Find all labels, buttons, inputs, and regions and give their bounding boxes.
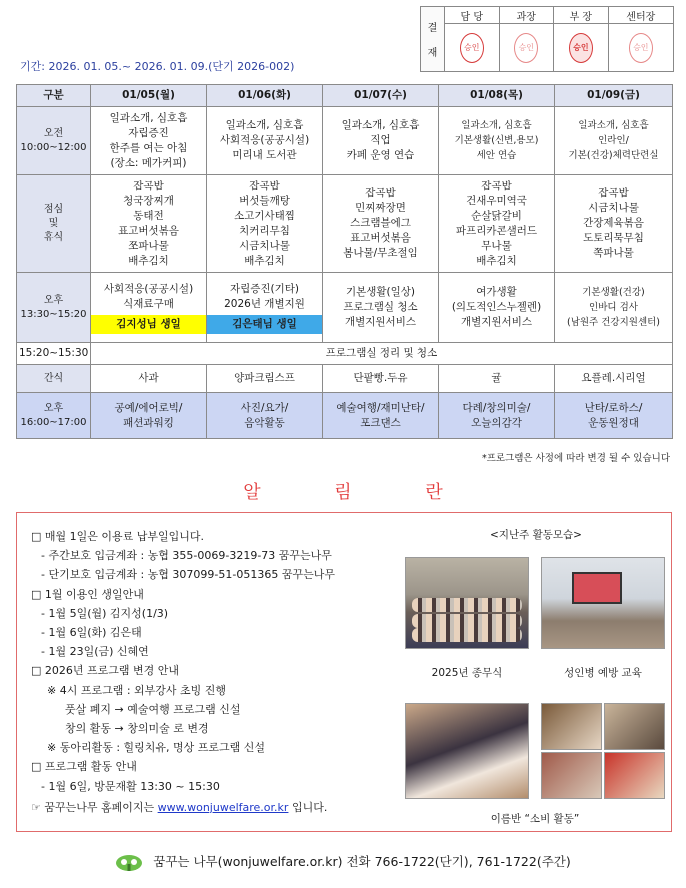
- role-center-head: 센터장: [608, 7, 673, 24]
- afternoon-label: 오후 13:30~15:20: [17, 273, 91, 343]
- footer-contact: 꿈꾸는 나무(wonjuwelfare.or.kr) 전화 766-1722(단기), 761-1722(주간): [153, 854, 571, 869]
- lunch-menu-fri: 잡곡밥 시금치나물 간장제육볶음 도토리묵무침 쪽파나물: [555, 175, 673, 273]
- header-category: 구분: [17, 85, 91, 107]
- homepage-link[interactable]: www.wonjuwelfare.or.kr: [157, 800, 289, 814]
- weekly-schedule-table: [16, 84, 673, 439]
- morning-row: [17, 107, 673, 175]
- header-row: [17, 85, 673, 107]
- notice-heading: □ 매월 1일은 이용료 납부일입니다.: [31, 530, 205, 543]
- role-director: 부 장: [554, 7, 609, 24]
- late-cell-thu: 다례/창의미술/ 오늘의감각: [439, 393, 555, 439]
- schedule-note: *프로그램은 사정에 따라 변경 될 수 있습니다: [481, 453, 670, 464]
- late-afternoon-row: [17, 393, 673, 439]
- seal-stamp: 승인: [514, 33, 538, 63]
- lunch-menu-mon: 잡곡밥 청국장찌개 동태전 표고버섯볶음 쪼파나물 배추김치: [91, 175, 207, 273]
- lunch-row: [17, 175, 673, 273]
- snack-thu: 귤: [439, 365, 555, 393]
- lunch-menu-thu: 잡곡밥 건새우미역국 순살닭갈비 파프리카콘샐러드 무나물 배추김치: [439, 175, 555, 273]
- lunch-menu-wed: 잡곡밥 민찌짜장면 스크램블에그 표고버섯볶음 봄나물/무초절임: [323, 175, 439, 273]
- activity-photos: [405, 519, 667, 829]
- morning-cell-tue: 일과소개, 심호흡 사회적응(공공시설) 미리내 도서관: [207, 107, 323, 175]
- header-thursday: 01/08(목): [439, 85, 555, 107]
- photo-year-end-party: [405, 557, 529, 649]
- morning-label: 오전 10:00~12:00: [17, 107, 91, 175]
- morning-cell-wed: 일과소개, 심호흡 직업 카페 운영 연습: [323, 107, 439, 175]
- afternoon-cell-tue: 자립증진(기타) 2026년 개별지원 김은태님 생일: [207, 273, 323, 343]
- snack-tue: 양파크림스프: [207, 365, 323, 393]
- role-staff: 담 당: [445, 7, 500, 24]
- schedule-period: 기간: 2026. 01. 05.~ 2026. 01. 09.(단기 2026-002): [20, 60, 295, 73]
- morning-cell-thu: 일과소개, 심호흡 기본생활(신변,용모) 세안 연습: [439, 107, 555, 175]
- morning-cell-mon: 일과소개, 심호흡 자립증진 한주를 여는 아침 (장소: 메가커피): [91, 107, 207, 175]
- approval-label: 결 재: [421, 7, 445, 72]
- tree-logo-icon: [115, 854, 143, 872]
- snack-label: 간식: [17, 365, 91, 393]
- morning-cell-fri: 일과소개, 심호흡 인라인/ 기본(건강)체력단련실: [555, 107, 673, 175]
- homepage-line: ☞ 꿈꾸는나무 홈페이지는 www.wonjuwelfare.or.kr 입니다.: [31, 800, 328, 814]
- notice-line: - 1월 23일(금) 신혜연: [41, 645, 149, 659]
- role-section-chief: 과장: [499, 7, 554, 24]
- notice-line: ※ 동아리활동 : 힐링치유, 명상 프로그램 신설: [47, 741, 266, 755]
- late-cell-mon: 공예/에어로빅/ 패션과워킹: [91, 393, 207, 439]
- late-cell-tue: 사진/요가/ 음악활동: [207, 393, 323, 439]
- afternoon-cell-wed: 기본생활(일상) 프로그램실 청소 개별지원서비스: [323, 273, 439, 343]
- seal-stamp: 승인: [569, 33, 593, 63]
- afternoon-cell-thu: 여가생활 (의도적인스누젤렌) 개별지원서비스: [439, 273, 555, 343]
- notice-box: [16, 512, 672, 832]
- notice-title: 알 림 란: [243, 482, 477, 503]
- notice-line: ※ 4시 프로그램 : 외부강사 초빙 진행: [47, 683, 227, 697]
- birthday-banner: 김지성님 생일: [91, 315, 206, 334]
- late-afternoon-label: 오후 16:00~17:00: [17, 393, 91, 439]
- caption-shopping-activity: 이름반 “소비 활동”: [490, 813, 580, 825]
- notice-line: - 1월 5일(월) 김지성(1/3): [41, 606, 169, 620]
- notice-line: - 단기보호 입금계좌 : 농협 307099-51-051365 꿈꾸는나무: [41, 568, 335, 582]
- late-cell-wed: 예술여행/재미난타/ 포크댄스: [323, 393, 439, 439]
- notice-line: - 1월 6일(화) 김은태: [41, 626, 142, 640]
- lunch-label: 점심 및 휴식: [17, 175, 91, 273]
- afternoon-cell-mon: 사회적응(공공시설) 식재료구매 김지성님 생일: [91, 273, 207, 343]
- notice-line: 창의 활동 → 창의미술 로 변경: [65, 722, 209, 736]
- lunch-menu-tue: 잡곡밥 버섯들깨탕 소고기사태찜 치커리무침 시금치나물 배추김치: [207, 175, 323, 273]
- notice-heading: □ 프로그램 활동 안내: [31, 760, 137, 774]
- afternoon-cell-fri: 기본생활(건강) 인바디 검사 (남원주 건강지원센터): [555, 273, 673, 343]
- photo-health-education: [541, 557, 665, 649]
- notice-line: - 1월 6일, 방문재활 13:30 ~ 15:30: [41, 779, 220, 793]
- notice-line: - 주간보호 입금계좌 : 농협 355-0069-3219-73 꿈꾸는나무: [41, 549, 332, 563]
- header-friday: 01/09(금): [555, 85, 673, 107]
- header-monday: 01/05(월): [91, 85, 207, 107]
- late-cell-fri: 난타/로하스/ 운동원정대: [555, 393, 673, 439]
- photo-shopping-collage: [541, 703, 665, 799]
- caption-health-education: 성인병 예방 교육: [564, 667, 642, 679]
- footer: [0, 852, 686, 872]
- birthday-banner: 김은태님 생일: [207, 315, 322, 334]
- caption-year-end-party: 2025년 종무식: [431, 667, 503, 679]
- notice-text: [31, 527, 411, 817]
- cleanup-text: 프로그램실 정리 및 청소: [91, 343, 673, 365]
- snack-fri: 요플레.시리얼: [555, 365, 673, 393]
- photos-title: <지난주 활동모습>: [490, 529, 582, 541]
- cleanup-time: 15:20~15:30: [17, 343, 91, 365]
- photo-cooking-activity: [405, 703, 529, 799]
- notice-line: 풋살 폐지 → 예술여행 프로그램 신설: [65, 702, 241, 716]
- approval-box: [420, 6, 674, 72]
- snack-wed: 단팥빵.두유: [323, 365, 439, 393]
- notice-heading: □ 2026년 프로그램 변경 안내: [31, 664, 180, 678]
- cleanup-row: [17, 343, 673, 365]
- header-tuesday: 01/06(화): [207, 85, 323, 107]
- notice-heading: □ 1월 이용인 생일안내: [31, 587, 144, 601]
- seal-stamp: 승인: [629, 33, 653, 63]
- snack-mon: 사과: [91, 365, 207, 393]
- seal-stamp: 승인: [460, 33, 484, 63]
- afternoon-row: [17, 273, 673, 343]
- snack-row: [17, 365, 673, 393]
- header-wednesday: 01/07(수): [323, 85, 439, 107]
